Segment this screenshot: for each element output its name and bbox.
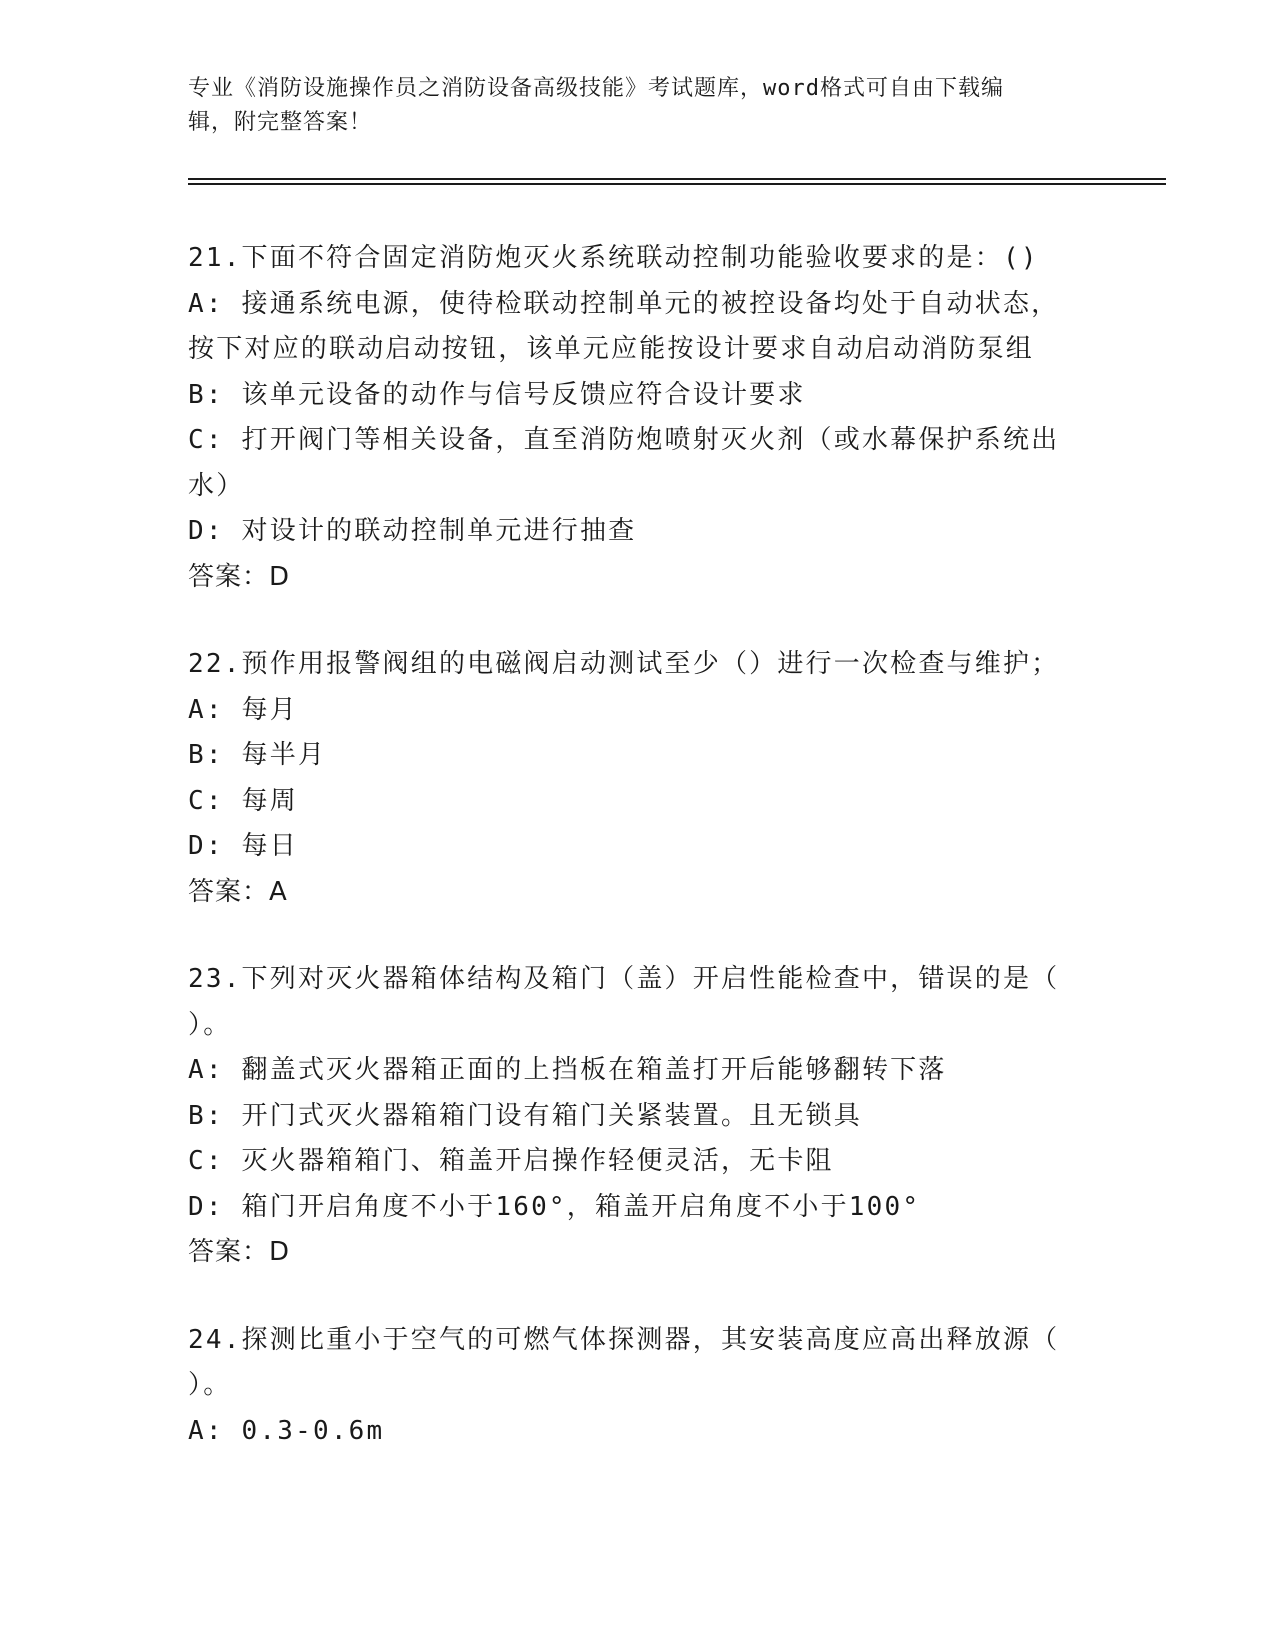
answer-label: 答案： — [188, 876, 270, 907]
option-line: C: 每周 — [188, 785, 298, 816]
question-block — [188, 236, 1088, 600]
option-line: A: 每月 — [188, 694, 298, 725]
question-stem-line: ）。 — [188, 1009, 232, 1040]
option-line: C: 打开阀门等相关设备，直至消防炮喷射灭火剂（或水幕保护系统出 — [188, 425, 1060, 455]
answer-value: A — [269, 876, 288, 907]
answer-label: 答案： — [188, 1237, 270, 1267]
option-line: D: 每日 — [188, 831, 298, 861]
answer-line — [188, 555, 1088, 601]
answer-value: D — [269, 561, 291, 592]
question-stem-line: 23.下列对灭火器箱体结构及箱门（盖）开启性能检查中，错误的是（ — [188, 964, 1060, 994]
option-line: 按下对应的联动启动按钮，该单元应能按设计要求自动启动消防泵组 — [188, 334, 1035, 364]
question-block — [188, 642, 1088, 915]
header-line-2: 辑，附完整答案！ — [188, 110, 373, 135]
answer-line — [188, 870, 1088, 916]
option-line: D: 对设计的联动控制单元进行抽查 — [188, 516, 637, 546]
document-header — [188, 72, 1088, 140]
answer-value: D — [269, 1237, 291, 1267]
header-divider-top — [188, 178, 1166, 180]
option-line: A: 翻盖式灭火器箱正面的上挡板在箱盖打开后能够翻转下落 — [188, 1055, 947, 1085]
question-stem-line: 22.预作用报警阀组的电磁阀启动测试至少（）进行一次检查与维护； — [188, 649, 1060, 679]
option-line: B: 开门式灭火器箱箱门设有箱门关紧装置。且无锁具 — [188, 1100, 862, 1131]
answer-line — [188, 1230, 1088, 1276]
option-line: A: 接通系统电源，使待检联动控制单元的被控设备均处于自动状态， — [188, 288, 1060, 319]
header-divider-bottom — [188, 183, 1166, 185]
option-line: B: 该单元设备的动作与信号反馈应符合设计要求 — [188, 379, 806, 410]
question-block — [188, 957, 1088, 1276]
option-line: A: 0.3-0.6m — [188, 1415, 385, 1446]
option-line: 水） — [188, 470, 245, 501]
option-line: B: 每半月 — [188, 740, 327, 770]
header-line-1: 专业《消防设施操作员之消防设备高级技能》考试题库，word格式可自由下载编 — [188, 76, 1004, 101]
question-stem-line: 21.下面不符合固定消防炮灭火系统联动控制功能验收要求的是：() — [188, 243, 1039, 273]
option-line: C: 灭火器箱箱门、箱盖开启操作轻便灵活，无卡阻 — [188, 1146, 834, 1176]
question-block — [188, 1318, 1088, 1455]
question-stem-line: ）。 — [188, 1370, 232, 1400]
option-line: D: 箱门开启角度不小于160°，箱盖开启角度不小于100° — [188, 1191, 921, 1222]
question-list — [188, 236, 1088, 1496]
question-stem-line: 24.探测比重小于空气的可燃气体探测器，其安装高度应高出释放源（ — [188, 1324, 1060, 1355]
answer-label: 答案： — [188, 561, 270, 592]
